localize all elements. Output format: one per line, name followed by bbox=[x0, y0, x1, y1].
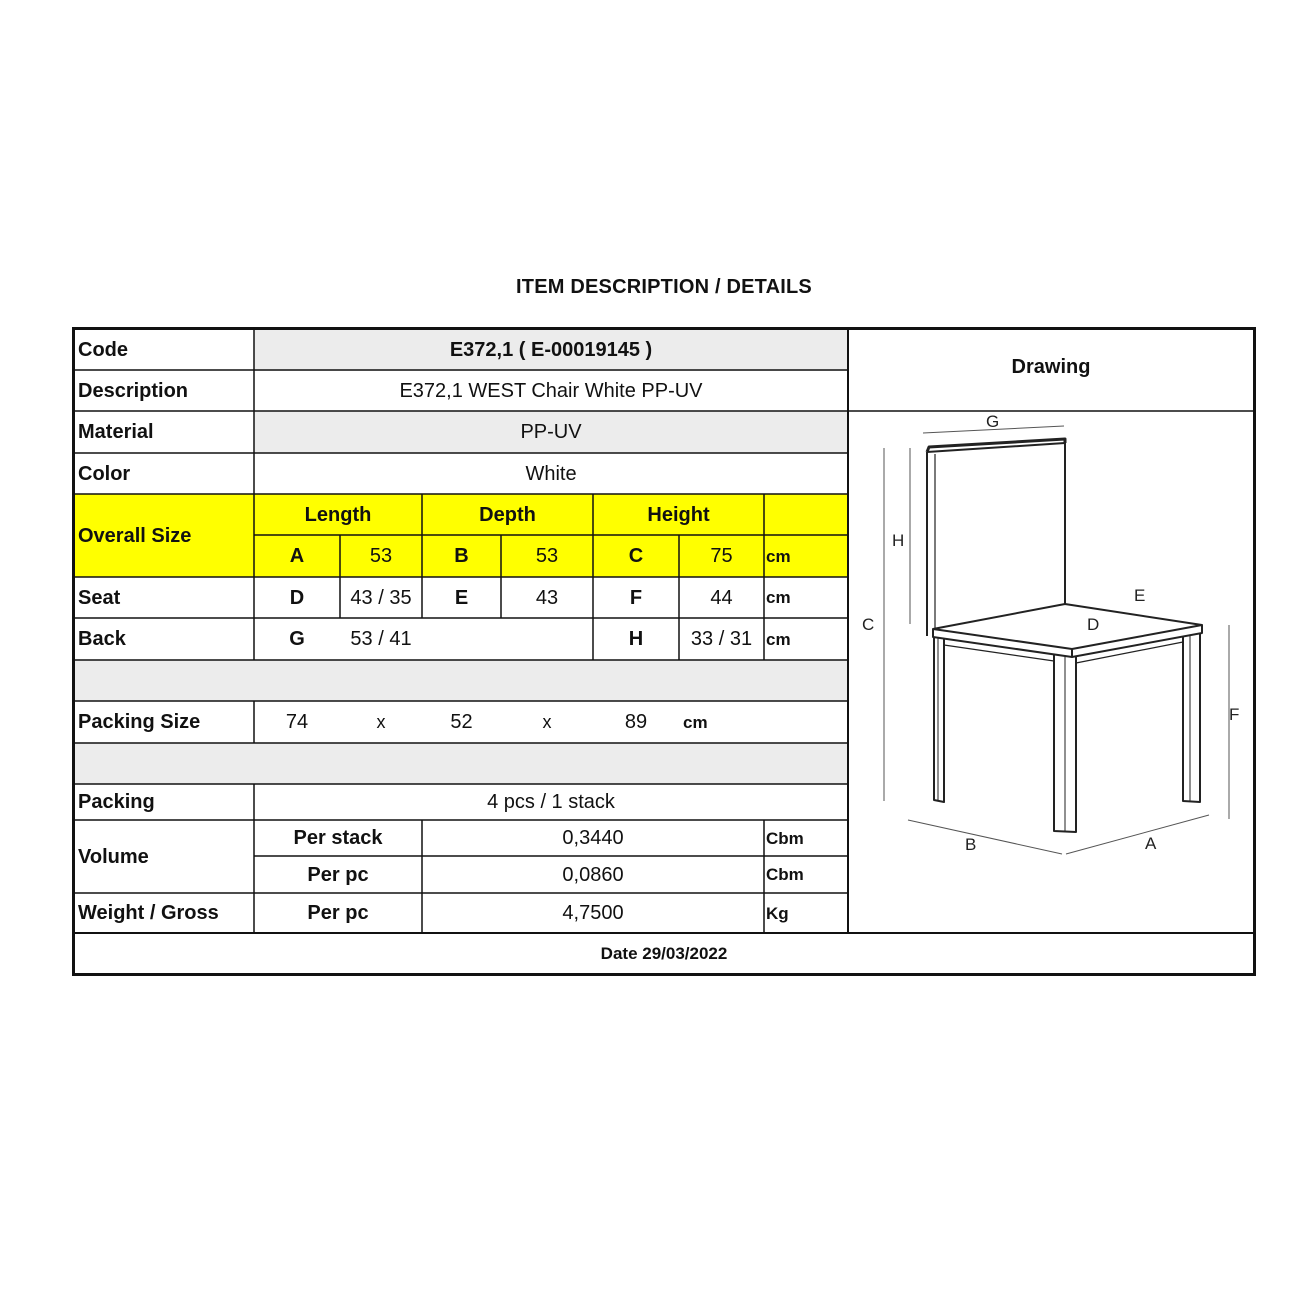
seat-value-f: 44 bbox=[710, 586, 733, 609]
date-footer: Date 29/03/2022 bbox=[600, 944, 728, 963]
dim-label-b: B bbox=[965, 835, 977, 854]
packing-size-sep-1: x bbox=[376, 712, 386, 732]
back-value-h: 33 / 31 bbox=[690, 628, 753, 650]
packing-size-length: 74 bbox=[285, 711, 309, 733]
color-label: Color bbox=[78, 462, 131, 485]
code-value: E372,1 ( E-00019145 ) bbox=[449, 338, 653, 361]
item-details-sheet bbox=[72, 327, 1256, 976]
overall-size-label: Overall Size bbox=[78, 524, 192, 547]
overall-value-c: 75 bbox=[710, 545, 733, 567]
overall-letter-b: B bbox=[454, 545, 469, 567]
volume-per-stack-value: 0,3440 bbox=[562, 827, 624, 849]
material-label: Material bbox=[78, 421, 154, 443]
packing-size-unit: cm bbox=[683, 712, 708, 732]
volume-per-stack-unit: Cbm bbox=[766, 828, 804, 848]
header-length: Length bbox=[304, 503, 372, 526]
dim-label-c: C bbox=[862, 615, 875, 634]
back-letter-h: H bbox=[628, 628, 644, 650]
packing-size-depth: 52 bbox=[450, 711, 473, 733]
volume-per-pc-value: 0,0860 bbox=[562, 863, 624, 886]
back-unit: cm bbox=[766, 629, 791, 649]
back-label: Back bbox=[78, 628, 126, 650]
chair-outline bbox=[927, 439, 1202, 832]
weight-label: Weight / Gross bbox=[78, 902, 219, 924]
dimension-lines bbox=[884, 426, 1229, 854]
volume-per-stack-label: Per stack bbox=[293, 827, 383, 849]
seat-letter-d: D bbox=[289, 586, 305, 609]
packing-value: 4 pcs / 1 stack bbox=[487, 791, 615, 813]
seat-unit: cm bbox=[766, 588, 791, 607]
volume-per-pc-label: Per pc bbox=[307, 863, 369, 886]
seat-label: Seat bbox=[78, 586, 121, 609]
header-height: Height bbox=[647, 503, 710, 526]
packing-size-label: Packing Size bbox=[78, 711, 201, 733]
overall-value-b: 53 bbox=[535, 545, 559, 567]
seat-letter-e: E bbox=[454, 586, 469, 609]
page-title: ITEM DESCRIPTION / DETAILS bbox=[516, 276, 812, 298]
dim-label-h: H bbox=[892, 531, 905, 550]
color-value: White bbox=[525, 462, 577, 485]
dim-label-a: A bbox=[1145, 834, 1157, 853]
seat-value-d: 43 / 35 bbox=[350, 586, 412, 609]
weight-per-pc-label: Per pc bbox=[307, 902, 369, 924]
back-letter-g: G bbox=[289, 628, 305, 650]
dim-label-e: E bbox=[1134, 586, 1146, 605]
dim-label-g: G bbox=[986, 412, 1000, 431]
seat-letter-f: F bbox=[629, 586, 643, 609]
description-label: Description bbox=[78, 379, 189, 402]
overall-letter-c: C bbox=[628, 545, 644, 567]
back-value-g: 53 / 41 bbox=[350, 628, 412, 650]
header-depth: Depth bbox=[479, 503, 536, 526]
overall-letter-a: A bbox=[289, 545, 305, 567]
dim-label-f: F bbox=[1229, 705, 1240, 724]
description-value: E372,1 WEST Chair White PP-UV bbox=[399, 379, 703, 402]
packing-label: Packing bbox=[78, 791, 155, 813]
chair-drawing bbox=[848, 410, 1254, 932]
code-label: Code bbox=[78, 338, 128, 361]
dim-label-d: D bbox=[1087, 615, 1100, 634]
material-value: PP-UV bbox=[520, 421, 582, 443]
weight-unit: Kg bbox=[766, 903, 789, 923]
volume-label: Volume bbox=[78, 845, 149, 868]
seat-value-e: 43 bbox=[535, 586, 559, 609]
overall-value-a: 53 bbox=[369, 545, 393, 567]
packing-size-height: 89 bbox=[624, 711, 648, 733]
weight-value: 4,7500 bbox=[562, 902, 624, 924]
drawing-header: Drawing bbox=[1011, 356, 1091, 378]
overall-unit: cm bbox=[766, 546, 791, 566]
packing-size-sep-2: x bbox=[542, 712, 552, 732]
volume-per-pc-unit: Cbm bbox=[766, 865, 804, 884]
